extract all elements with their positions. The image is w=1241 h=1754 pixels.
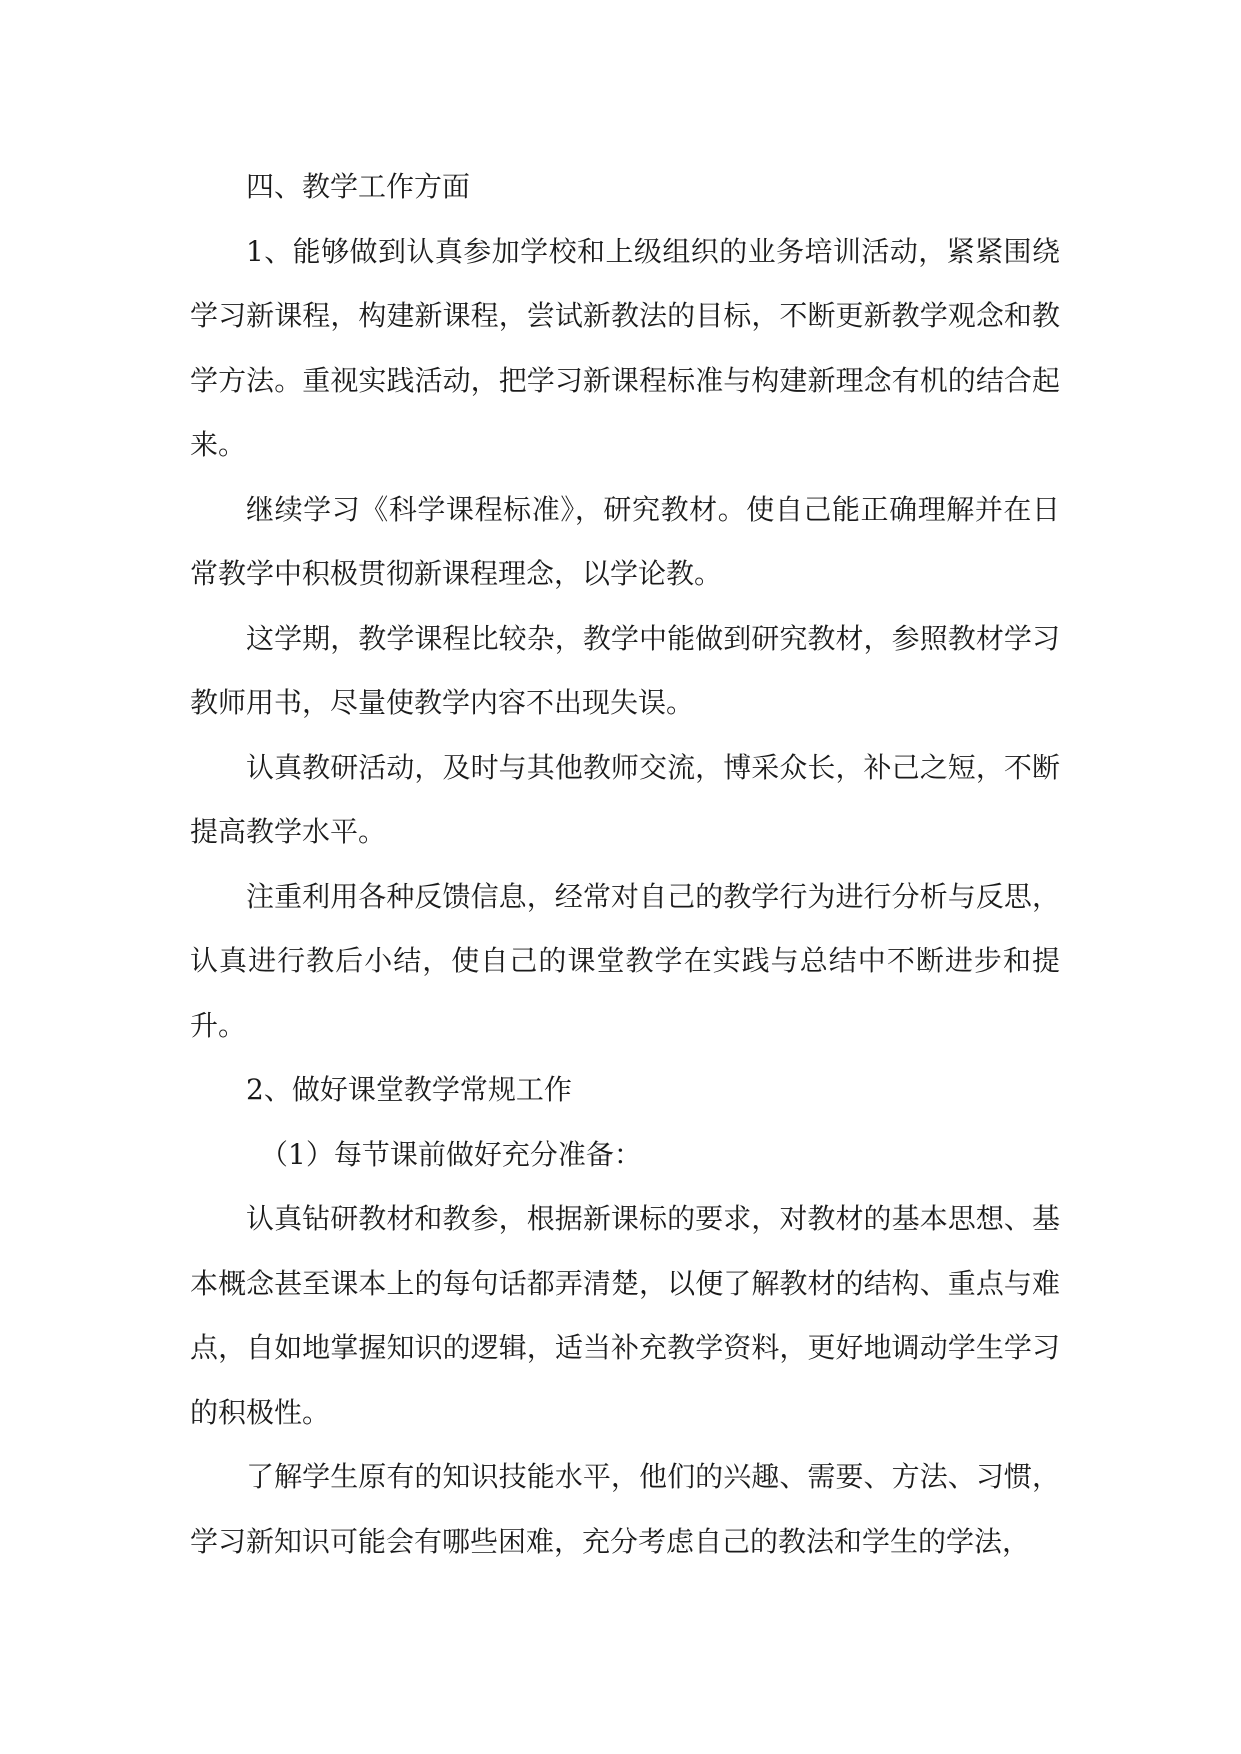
paragraph: 注重利用各种反馈信息，经常对自己的教学行为进行分析与反思，认真进行教后小结，使自己的课堂教学在实践与总结中不断进步和提升。	[190, 879, 1060, 1042]
document-body	[190, 155, 1060, 1574]
paragraph: 认真钻研教材和教参，根据新课标的要求，对教材的基本思想、基本概念甚至课本上的每句话都弄清楚，以便了解教材的结构、重点与难点，自如地掌握知识的逻辑，适当补充教学资料，更好地调动学生学习的积极性。	[190, 1202, 1060, 1429]
paragraph: 了解学生原有的知识技能水平，他们的兴趣、需要、方法、习惯，学习新知识可能会有哪些困难，充分考虑自己的教法和学生的学法，	[190, 1460, 1060, 1558]
paragraph: 继续学习《科学课程标准》，研究教材。使自己能正确理解并在日常教学中积极贯彻新课程理念，以学论教。	[190, 492, 1060, 590]
paragraph: 认真教研活动，及时与其他教师交流，博采众长，补己之短，不断提高教学水平。	[190, 750, 1060, 848]
paragraph: 1、能够做到认真参加学校和上级组织的业务培训活动，紧紧围绕学习新课程，构建新课程，尝试新教法的目标，不断更新教学观念和教学方法。重视实践活动，把学习新课程标准与构建新理念有机的结合起来。	[190, 234, 1060, 461]
paragraph: 这学期，教学课程比较杂，教学中能做到研究教材，参照教材学习教师用书，尽量使教学内容不出现失误。	[190, 621, 1060, 719]
section-heading: 四、教学工作方面	[246, 170, 471, 203]
sub-item-heading: （1）每节课前做好充分准备：	[260, 1137, 642, 1171]
subsection-heading: 2、做好课堂教学常规工作	[246, 1073, 572, 1106]
